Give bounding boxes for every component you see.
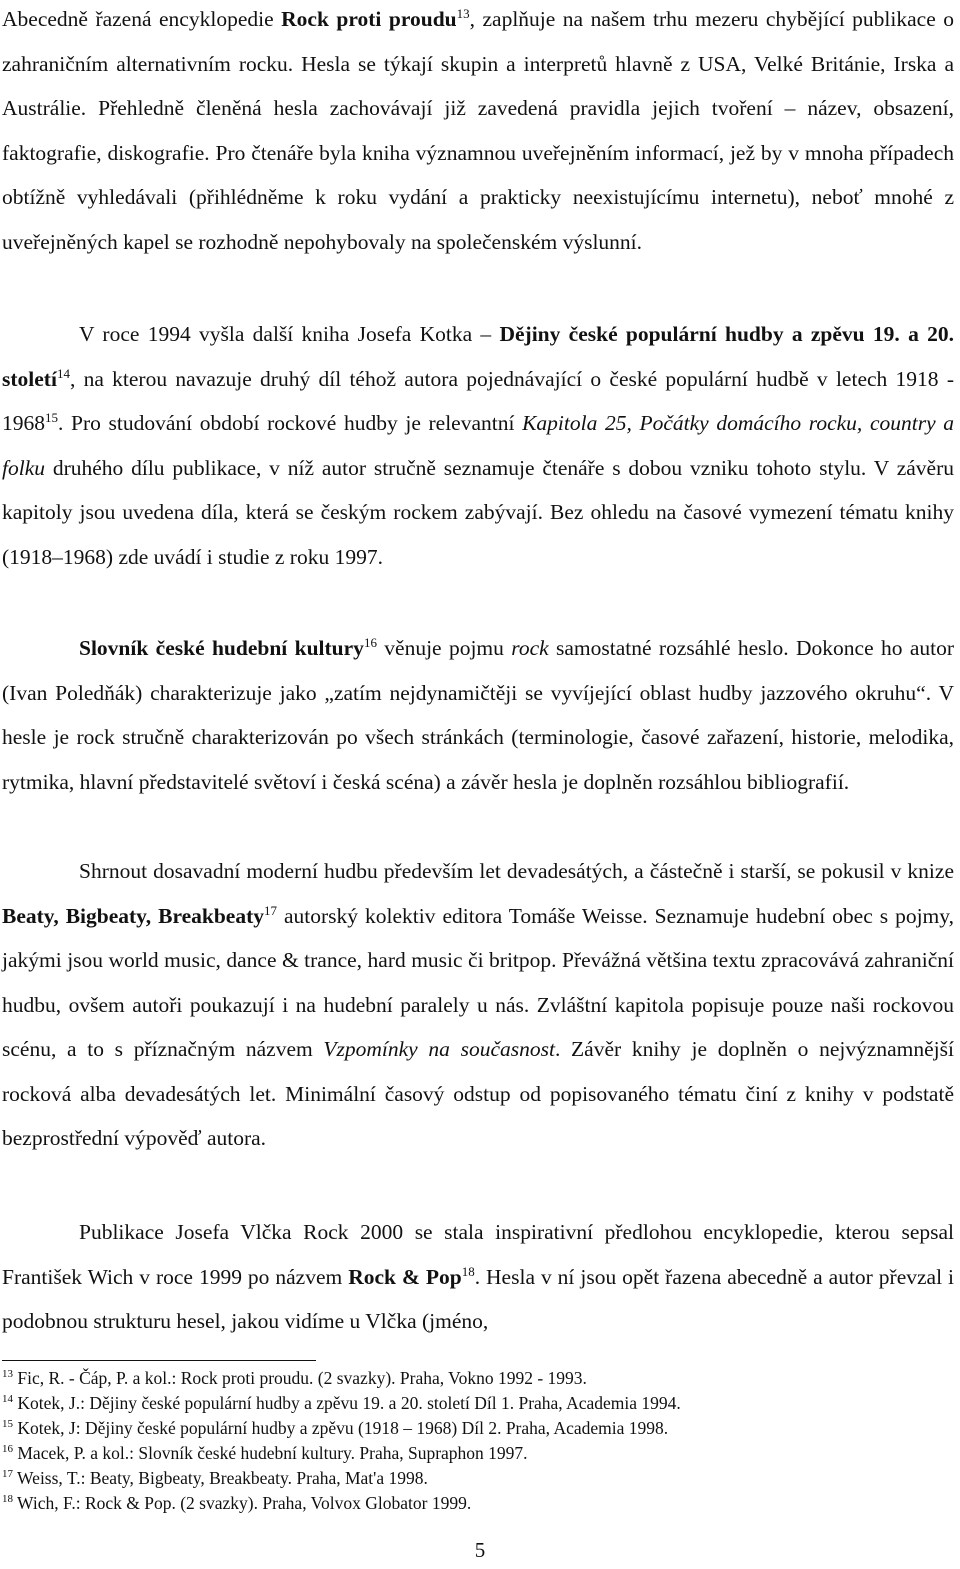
text-run: Publikace Josefa Vlčka Rock 2000 se stala inspirativní předlohou encyklopedie, kterou sepsal František Wich v roce 1999 po názvem bbox=[2, 1220, 954, 1289]
footnote-text: Weiss, T.: Beaty, Bigbeaty, Breakbeaty. Praha, Mat'a 1998. bbox=[13, 1468, 428, 1488]
text-run: věnuje pojmu bbox=[376, 636, 512, 660]
text-run: . Závěr knihy je doplněn o nejvýznamnější rocková alba devadesátých let. Minimální časový odstup od popisovaného tématu činí z knihy v podstatě bezprostřední výpověď autora. bbox=[2, 1037, 955, 1150]
text-run: V roce 1994 vyšla další kniha Josefa Kotka – bbox=[79, 322, 500, 346]
bold-title: Slovník české hudební kultury bbox=[79, 636, 364, 660]
footnote-ref: 16 bbox=[363, 634, 377, 650]
footnote-number: 15 bbox=[2, 1418, 13, 1431]
footnote bbox=[2, 1416, 954, 1441]
page-number: 5 bbox=[474, 1538, 486, 1562]
footnote-ref: 15 bbox=[45, 409, 58, 425]
footnote bbox=[2, 1441, 954, 1466]
footnote-text: Fic, R. - Čáp, P. a kol.: Rock proti proudu. (2 svazky). Praha, Vokno 1992 - 1993. bbox=[13, 1368, 587, 1388]
text-run: Abecedně řazená encyklopedie bbox=[2, 7, 282, 31]
footnote-text: Kotek, J: Dějiny české populární hudby a zpěvu (1918 – 1968) Díl 2. Praha, Academia 1998. bbox=[13, 1418, 669, 1438]
footnote-number: 14 bbox=[2, 1393, 13, 1406]
footnote bbox=[2, 1391, 954, 1416]
text-run: , na kterou navazuje druhý díl téhož autora pojednávající o české populární hudbě v letech 1918 - 1968 bbox=[2, 366, 954, 435]
paragraph-5 bbox=[2, 1210, 954, 1344]
footnote bbox=[2, 1366, 954, 1391]
italic-text: Vzpomínky na současnost bbox=[323, 1037, 555, 1061]
italic-text: Kapitola 25, Počátky domácího rocku, country a folku bbox=[2, 411, 954, 480]
italic-text: rock bbox=[511, 636, 549, 660]
text-run: druhého dílu publikace, v níž autor stručně seznamuje čtenáře s dobou vzniku tohoto stylu. V závěru kapitoly jsou uvedena díla, která se českým rockem zabývají. Bez ohledu na časové vymezení tématu knihy (1918–1968) zde uvádí i studie z roku 1997. bbox=[2, 455, 954, 569]
footnote-ref: 17 bbox=[264, 902, 278, 918]
text-run: . Hesla v ní jsou opět řazena abecedně a autor převzal i podobnou strukturu hesel, jakou vidíme u Vlčka (jméno, bbox=[2, 1264, 954, 1333]
footnotes bbox=[2, 1366, 954, 1516]
text-run: samostatné rozsáhlé heslo. Dokonce ho autor (Ivan Poledňák) charakterizuje jako „zatím nejdynamičtěji se vyvíjející oblast hudby jazzového okruhu“. V hesle je rock stručně charakterizován po všech stránkách (terminologie, časové zařazení, historie, melodika, rytmika, hlavní představitelé světoví i česká scéna) a závěr hesla je doplněn rozsáhlou bibliografií. bbox=[2, 636, 954, 794]
footnote-ref: 14 bbox=[56, 365, 70, 381]
bold-title: Dějiny české populární hudby a zpěvu 19. a 20. století bbox=[2, 322, 954, 391]
footnote-number: 16 bbox=[2, 1443, 13, 1456]
footnote bbox=[2, 1491, 954, 1516]
text-run: Shrnout dosavadní moderní hudbu především let devadesátých, a částečně i starší, se pokusil v knize bbox=[79, 859, 954, 883]
bold-title: Rock proti proudu bbox=[281, 7, 457, 31]
footnote-text: Macek, P. a kol.: Slovník české hudební kultury. Praha, Supraphon 1997. bbox=[13, 1443, 528, 1463]
paragraph-4 bbox=[2, 849, 954, 1161]
bold-title: Beaty, Bigbeaty, Breakbeaty bbox=[2, 903, 265, 928]
footnote-number: 17 bbox=[2, 1468, 13, 1481]
text-run: , zaplňuje na našem trhu mezeru chybějící publikace o zahraničním alternativním rocku. Hesla se týkají skupin a interpretů hlavně z USA, Velké Británie, Irska a Austrálie. Přehledně členěná hesla zachovávají již zavedená pravidla jejich tvoření – název, obsazení, faktografie, diskografie. Pro čtenáře byla kniha významnou uveřejněním informací, jež by v mnoha případech obtížně vyhledávali (přihlédněme k roku vydání a prakticky neexistujícímu internetu), neboť mnohé z uveřejněných kapel se rozhodně nepohybovaly na společenském výslunní. bbox=[2, 7, 954, 254]
footnote-separator bbox=[2, 1360, 316, 1361]
footnote-number: 18 bbox=[2, 1493, 13, 1506]
footnote-text: Wich, F.: Rock & Pop. (2 svazky). Praha, Volvox Globator 1999. bbox=[13, 1493, 472, 1513]
footnote-ref: 13 bbox=[456, 5, 470, 21]
footnote-number: 13 bbox=[2, 1368, 13, 1381]
footnote bbox=[2, 1466, 954, 1491]
paragraph-3 bbox=[2, 626, 954, 804]
text-run: autorský kolektiv editora Tomáše Weisse. Seznamuje hudební obec s pojmy, jakými jsou world music, dance & trance, hard music či britpop. Převážná většina textu zpracovává zahraniční hudbu, ovšem autoři poukazují i na hudební paralely u nás. Zvláštní kapitola popisuje pouze naši rockovou scénu, a to s příznačným názvem bbox=[2, 903, 954, 1061]
text-run: . Pro studování období rockové hudby je relevantní bbox=[58, 411, 523, 435]
footnote-text: Kotek, J.: Dějiny české populární hudby a zpěvu 19. a 20. století Díl 1. Praha, Academia 1994. bbox=[13, 1393, 681, 1413]
footnote-ref: 18 bbox=[461, 1263, 475, 1279]
paragraph-2 bbox=[2, 312, 954, 579]
paragraph-1 bbox=[2, 0, 954, 264]
bold-title: Rock & Pop bbox=[348, 1264, 462, 1289]
